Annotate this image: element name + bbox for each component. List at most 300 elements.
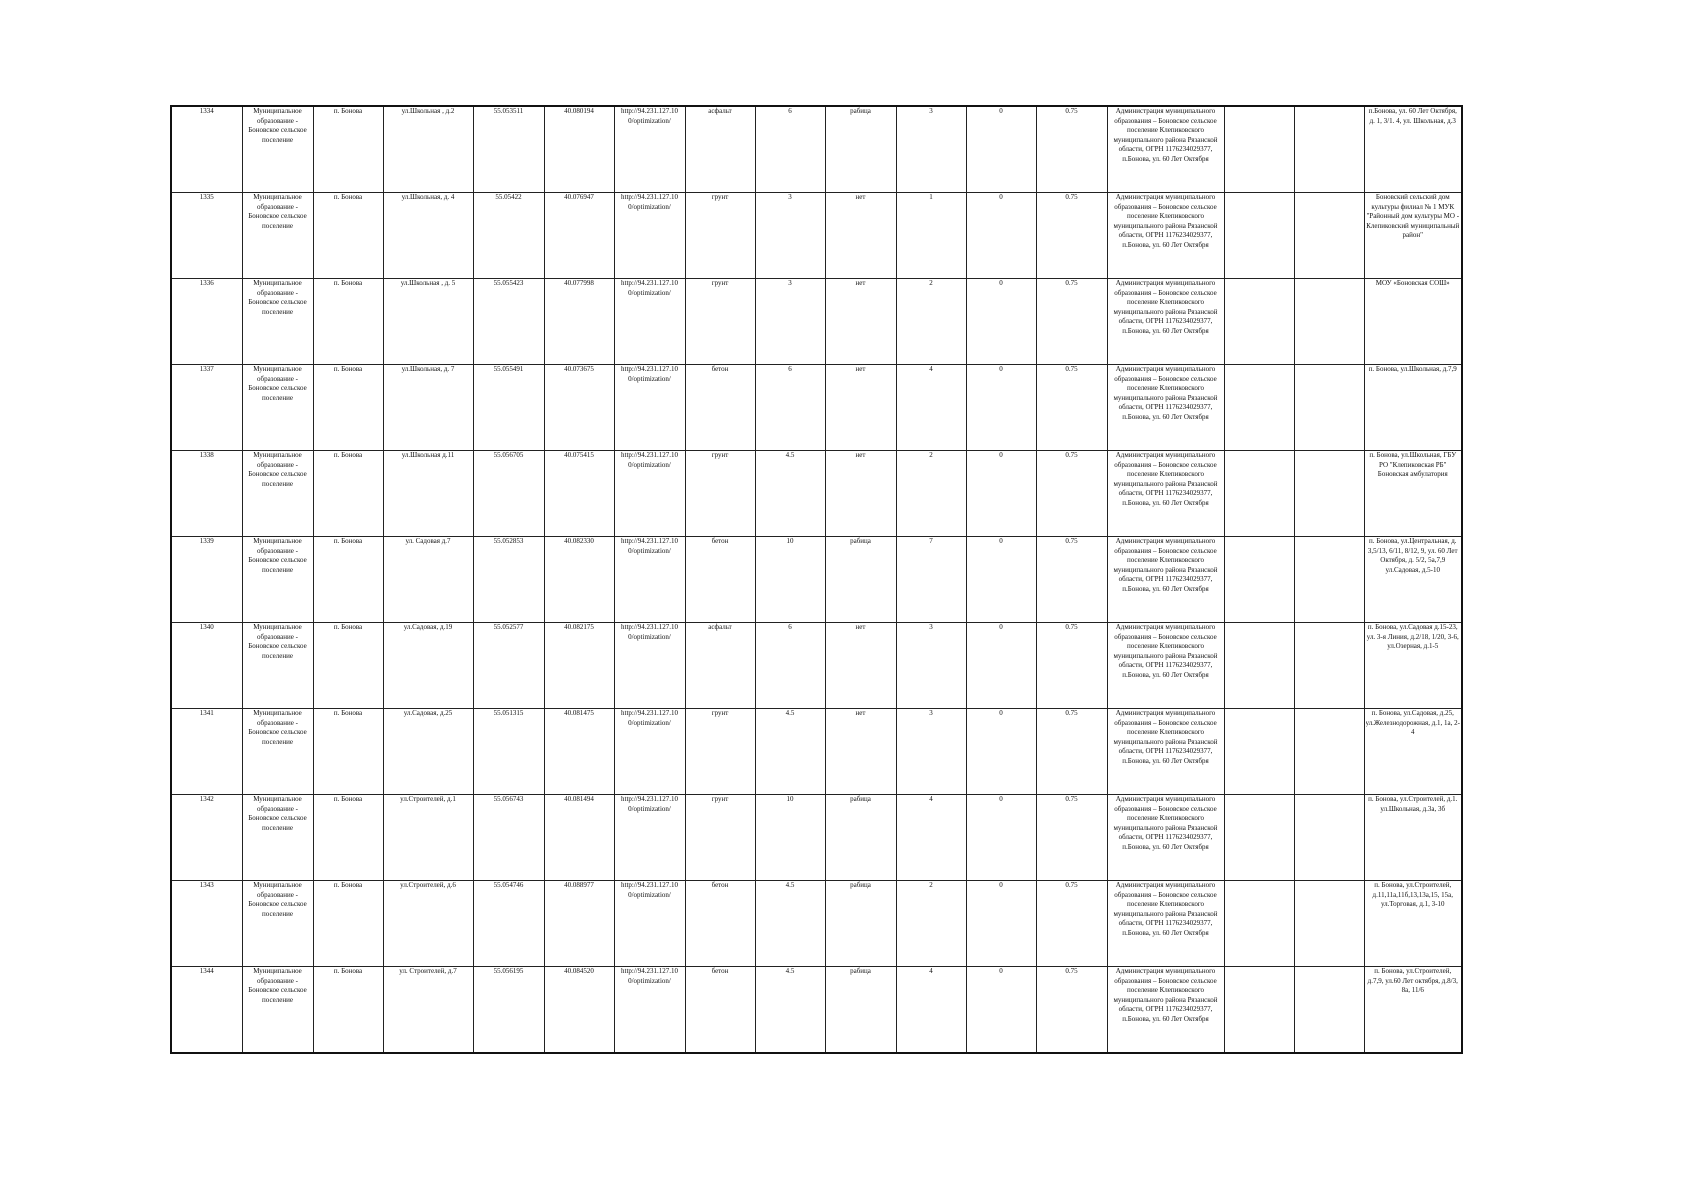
table-cell-surface-type — [685, 451, 755, 537]
table-cell-empty-cell — [1294, 881, 1364, 967]
table-cell-bunker-count — [966, 881, 1036, 967]
waste-sources-text: Боновский сельский дом культуры филиал № 1 МУК "Районный дом культуры МО - Клепиковский муниципальный район" — [1366, 193, 1460, 240]
container-volume-text: 0.75 — [1065, 107, 1078, 115]
table-cell-longitude — [544, 709, 614, 795]
table-cell-container-count — [896, 795, 966, 881]
latitude-text: 55.054746 — [493, 881, 524, 889]
container-volume-text: 0.75 — [1065, 537, 1078, 545]
table-cell-empty-cell — [1224, 795, 1294, 881]
table-cell-longitude — [544, 106, 614, 193]
table-cell-bunker-count — [966, 106, 1036, 193]
municipality-text: Муниципальное образование - Боновское сельское поселение — [248, 451, 307, 488]
table-cell-street-address — [383, 537, 473, 623]
table-cell-fence-type — [825, 967, 896, 1054]
table-row — [171, 795, 1462, 881]
table-cell-empty-cell — [1224, 365, 1294, 451]
table-cell-row-number — [171, 709, 242, 795]
municipality-text: Муниципальное образование - Боновское сельское поселение — [248, 107, 307, 144]
table-cell-latitude — [473, 106, 544, 193]
table-cell-surface-type — [685, 881, 755, 967]
owner-info-text: Администрация муниципального образования – Боновское сельское поселение Клепиковского муниципального района Рязанской области, ОГРН 1176234029377, п.Бонова, ул. 60 Лет Октября — [1113, 881, 1218, 937]
table-cell-locality — [313, 795, 383, 881]
site-area-text: 6 — [788, 365, 792, 373]
row-number-text: 1342 — [199, 795, 214, 803]
table-cell-container-volume — [1036, 365, 1107, 451]
owner-info-text: Администрация муниципального образования – Боновское сельское поселение Клепиковского муниципального района Рязанской области, ОГРН 1176234029377, п.Бонова, ул. 60 Лет Октября — [1113, 107, 1218, 163]
bunker-count-text: 0 — [999, 107, 1003, 115]
surface-type-text: асфальт — [708, 107, 732, 115]
table-cell-surface-type — [685, 279, 755, 365]
table-cell-fence-type — [825, 451, 896, 537]
table-cell-empty-cell — [1224, 193, 1294, 279]
table-cell-fence-type — [825, 881, 896, 967]
table-cell-longitude — [544, 623, 614, 709]
table-cell-bunker-count — [966, 623, 1036, 709]
table-cell-waste-sources — [1364, 795, 1462, 881]
table-cell-empty-cell — [1224, 709, 1294, 795]
fence-type-text: нет — [855, 623, 866, 631]
table-cell-bunker-count — [966, 365, 1036, 451]
site-area-text: 3 — [788, 193, 792, 201]
table-cell-fence-type — [825, 365, 896, 451]
table-cell-site-area — [755, 709, 825, 795]
container-count-text: 3 — [929, 709, 933, 717]
table-cell-container-volume — [1036, 795, 1107, 881]
table-cell-waste-sources — [1364, 279, 1462, 365]
table-cell-container-volume — [1036, 193, 1107, 279]
map-link-text[interactable]: http://94.231.127.10 0/optimization/ — [621, 795, 678, 813]
table-cell-waste-sources — [1364, 365, 1462, 451]
row-number-text: 1344 — [199, 967, 214, 975]
table-row — [171, 623, 1462, 709]
container-volume-text: 0.75 — [1065, 967, 1078, 975]
fence-type-text: нет — [855, 365, 866, 373]
map-link-text[interactable]: http://94.231.127.10 0/optimization/ — [621, 365, 678, 383]
table-cell-container-count — [896, 709, 966, 795]
bunker-count-text: 0 — [999, 709, 1003, 717]
municipality-text: Муниципальное образование - Боновское сельское поселение — [248, 537, 307, 574]
bunker-count-text: 0 — [999, 537, 1003, 545]
surface-type-text: грунт — [711, 451, 729, 459]
municipality-text: Муниципальное образование - Боновское сельское поселение — [248, 795, 307, 832]
row-number-text: 1338 — [199, 451, 214, 459]
latitude-text: 55.055423 — [493, 279, 524, 287]
table-cell-fence-type — [825, 795, 896, 881]
map-link-text[interactable]: http://94.231.127.10 0/optimization/ — [621, 623, 678, 641]
table-cell-longitude — [544, 451, 614, 537]
table-cell-container-count — [896, 881, 966, 967]
table-cell-owner-info — [1107, 881, 1224, 967]
container-volume-text: 0.75 — [1065, 365, 1078, 373]
table-cell-owner-info — [1107, 537, 1224, 623]
container-count-text: 7 — [929, 537, 933, 545]
owner-info-text: Администрация муниципального образования – Боновское сельское поселение Клепиковского муниципального района Рязанской области, ОГРН 1176234029377, п.Бонова, ул. 60 Лет Октября — [1113, 967, 1218, 1023]
table-cell-map-link — [614, 106, 685, 193]
site-area-text: 10 — [786, 537, 794, 545]
table-cell-locality — [313, 106, 383, 193]
table-cell-empty-cell — [1294, 967, 1364, 1054]
owner-info-text: Администрация муниципального образования – Боновское сельское поселение Клепиковского муниципального района Рязанской области, ОГРН 1176234029377, п.Бонова, ул. 60 Лет Октября — [1113, 279, 1218, 335]
table-cell-map-link — [614, 451, 685, 537]
table-cell-latitude — [473, 967, 544, 1054]
municipality-text: Муниципальное образование - Боновское сельское поселение — [248, 365, 307, 402]
table-cell-surface-type — [685, 365, 755, 451]
table-row — [171, 709, 1462, 795]
waste-sources-text: п. Бонова, ул.Строителей, д.1. ул.Школьная, д.3а, 3б — [1368, 795, 1458, 813]
map-link-text[interactable]: http://94.231.127.10 0/optimization/ — [621, 279, 678, 297]
latitude-text: 55.053511 — [493, 107, 524, 115]
table-cell-municipality — [242, 365, 313, 451]
table-cell-map-link — [614, 365, 685, 451]
table-cell-surface-type — [685, 795, 755, 881]
waste-sources-text: п. Бонова, ул.Строителей, д.11,11а,11б,13,13а,15, 15а, ул.Торговая, д.1, 3-10 — [1372, 881, 1453, 909]
table-cell-waste-sources — [1364, 537, 1462, 623]
registry-table — [170, 105, 1463, 1054]
site-area-text: 4.5 — [785, 967, 795, 975]
table-cell-latitude — [473, 537, 544, 623]
locality-text: п. Бонова — [333, 365, 363, 373]
table-cell-empty-cell — [1294, 193, 1364, 279]
row-number-text: 1343 — [199, 881, 214, 889]
table-cell-empty-cell — [1224, 537, 1294, 623]
longitude-text: 40.080194 — [564, 107, 594, 115]
table-cell-locality — [313, 623, 383, 709]
table-cell-empty-cell — [1224, 279, 1294, 365]
table-cell-street-address — [383, 623, 473, 709]
map-link-text[interactable]: http://94.231.127.10 0/optimization/ — [621, 709, 678, 727]
owner-info-text: Администрация муниципального образования – Боновское сельское поселение Клепиковского муниципального района Рязанской области, ОГРН 1176234029377, п.Бонова, ул. 60 Лет Октября — [1113, 193, 1218, 249]
container-count-text: 4 — [929, 967, 933, 975]
fence-type-text: рабица — [850, 795, 871, 803]
locality-text: п. Бонова — [333, 881, 363, 889]
table-cell-empty-cell — [1224, 881, 1294, 967]
table-cell-empty-cell — [1224, 623, 1294, 709]
street-address-text: ул.Школьная д.11 — [401, 451, 455, 459]
table-cell-map-link — [614, 623, 685, 709]
locality-text: п. Бонова — [333, 709, 363, 717]
owner-info-text: Администрация муниципального образования – Боновское сельское поселение Клепиковского муниципального района Рязанской области, ОГРН 1176234029377, п.Бонова, ул. 60 Лет Октября — [1113, 365, 1218, 421]
locality-text: п. Бонова — [333, 795, 363, 803]
table-cell-fence-type — [825, 193, 896, 279]
longitude-text: 40.073675 — [564, 365, 594, 373]
table-cell-longitude — [544, 881, 614, 967]
table-cell-latitude — [473, 709, 544, 795]
container-count-text: 2 — [929, 279, 933, 287]
table-cell-waste-sources — [1364, 106, 1462, 193]
table-cell-longitude — [544, 537, 614, 623]
container-volume-text: 0.75 — [1065, 881, 1078, 889]
table-cell-municipality — [242, 279, 313, 365]
row-number-text: 1337 — [199, 365, 214, 373]
table-cell-site-area — [755, 967, 825, 1054]
table-row — [171, 279, 1462, 365]
table-cell-fence-type — [825, 279, 896, 365]
bunker-count-text: 0 — [999, 365, 1003, 373]
row-number-text: 1335 — [199, 193, 214, 201]
table-cell-bunker-count — [966, 193, 1036, 279]
latitude-text: 55.052853 — [493, 537, 524, 545]
container-volume-text: 0.75 — [1065, 451, 1078, 459]
container-count-text: 4 — [929, 795, 933, 803]
longitude-text: 40.077998 — [564, 279, 594, 287]
row-number-text: 1340 — [199, 623, 214, 631]
fence-type-text: рабица — [850, 107, 871, 115]
container-count-text: 1 — [929, 193, 933, 201]
table-cell-map-link — [614, 967, 685, 1054]
latitude-text: 55.056743 — [493, 795, 524, 803]
bunker-count-text: 0 — [999, 451, 1003, 459]
table-cell-fence-type — [825, 106, 896, 193]
table-row — [171, 365, 1462, 451]
street-address-text: ул. Садовая д.7 — [405, 537, 451, 545]
table-cell-street-address — [383, 881, 473, 967]
map-link-text[interactable]: http://94.231.127.10 0/optimization/ — [621, 193, 678, 211]
table-cell-locality — [313, 709, 383, 795]
table-cell-row-number — [171, 451, 242, 537]
container-volume-text: 0.75 — [1065, 279, 1078, 287]
container-volume-text: 0.75 — [1065, 709, 1078, 717]
table-cell-site-area — [755, 795, 825, 881]
table-cell-owner-info — [1107, 451, 1224, 537]
container-count-text: 2 — [929, 881, 933, 889]
table-cell-municipality — [242, 967, 313, 1054]
municipality-text: Муниципальное образование - Боновское сельское поселение — [248, 881, 307, 918]
table-cell-surface-type — [685, 193, 755, 279]
table-cell-row-number — [171, 365, 242, 451]
longitude-text: 40.075415 — [564, 451, 594, 459]
bunker-count-text: 0 — [999, 967, 1003, 975]
container-volume-text: 0.75 — [1065, 193, 1078, 201]
table-cell-bunker-count — [966, 537, 1036, 623]
table-cell-row-number — [171, 795, 242, 881]
locality-text: п. Бонова — [333, 193, 363, 201]
longitude-text: 40.088977 — [564, 881, 594, 889]
latitude-text: 55.052577 — [493, 623, 524, 631]
table-cell-fence-type — [825, 709, 896, 795]
table-cell-surface-type — [685, 537, 755, 623]
surface-type-text: грунт — [711, 709, 729, 717]
table-cell-surface-type — [685, 967, 755, 1054]
municipality-text: Муниципальное образование - Боновское сельское поселение — [248, 967, 307, 1004]
table-cell-container-count — [896, 365, 966, 451]
latitude-text: 55.05422 — [495, 193, 522, 201]
row-number-text: 1339 — [199, 537, 214, 545]
surface-type-text: бетон — [711, 967, 729, 975]
waste-sources-text: МОУ «Боновская СОШ» — [1375, 279, 1450, 287]
table-cell-municipality — [242, 193, 313, 279]
table-row — [171, 451, 1462, 537]
table-cell-site-area — [755, 365, 825, 451]
table-cell-empty-cell — [1294, 279, 1364, 365]
latitude-text: 55.051315 — [493, 709, 524, 717]
table-cell-municipality — [242, 623, 313, 709]
map-link-text[interactable]: http://94.231.127.10 0/optimization/ — [621, 881, 678, 899]
street-address-text: ул.Строителей, д.1 — [400, 795, 456, 803]
table-cell-waste-sources — [1364, 451, 1462, 537]
table-cell-fence-type — [825, 537, 896, 623]
table-cell-locality — [313, 451, 383, 537]
site-area-text: 10 — [786, 795, 794, 803]
table-cell-latitude — [473, 279, 544, 365]
container-count-text: 3 — [929, 623, 933, 631]
map-link-text[interactable]: http://94.231.127.10 0/optimization/ — [621, 451, 678, 469]
table-cell-container-volume — [1036, 106, 1107, 193]
table-cell-waste-sources — [1364, 709, 1462, 795]
bunker-count-text: 0 — [999, 795, 1003, 803]
table-cell-municipality — [242, 709, 313, 795]
table-cell-container-count — [896, 967, 966, 1054]
table-cell-owner-info — [1107, 106, 1224, 193]
owner-info-text: Администрация муниципального образования – Боновское сельское поселение Клепиковского муниципального района Рязанской области, ОГРН 1176234029377, п.Бонова, ул. 60 Лет Октября — [1113, 451, 1218, 507]
municipality-text: Муниципальное образование - Боновское сельское поселение — [248, 193, 307, 230]
locality-text: п. Бонова — [333, 107, 363, 115]
municipality-text: Муниципальное образование - Боновское сельское поселение — [248, 709, 307, 746]
table-cell-owner-info — [1107, 967, 1224, 1054]
table-cell-street-address — [383, 709, 473, 795]
row-number-text: 1341 — [199, 709, 214, 717]
table-cell-map-link — [614, 795, 685, 881]
container-count-text: 3 — [929, 107, 933, 115]
fence-type-text: нет — [855, 709, 866, 717]
table-cell-site-area — [755, 537, 825, 623]
container-volume-text: 0.75 — [1065, 795, 1078, 803]
row-number-text: 1336 — [199, 279, 214, 287]
waste-sources-text: п. Бонова, ул.Центральная, д. 3,5/13, 6/11, 8/12, 9, ул. 60 Лет Октября, д. 5/2, 5а,7,9 ул.Садовая, д.5-10 — [1367, 537, 1458, 574]
site-area-text: 4.5 — [785, 881, 795, 889]
longitude-text: 40.081475 — [564, 709, 594, 717]
bunker-count-text: 0 — [999, 193, 1003, 201]
table-cell-waste-sources — [1364, 623, 1462, 709]
table-cell-street-address — [383, 795, 473, 881]
table-cell-empty-cell — [1294, 106, 1364, 193]
owner-info-text: Администрация муниципального образования – Боновское сельское поселение Клепиковского муниципального района Рязанской области, ОГРН 1176234029377, п.Бонова, ул. 60 Лет Октября — [1113, 795, 1218, 851]
table-row — [171, 881, 1462, 967]
longitude-text: 40.082175 — [564, 623, 594, 631]
table-cell-longitude — [544, 279, 614, 365]
fence-type-text: рабица — [850, 881, 871, 889]
bunker-count-text: 0 — [999, 623, 1003, 631]
table-cell-row-number — [171, 623, 242, 709]
longitude-text: 40.076947 — [564, 193, 594, 201]
site-area-text: 3 — [788, 279, 792, 287]
street-address-text: ул.Строителей, д.6 — [400, 881, 456, 889]
table-cell-row-number — [171, 537, 242, 623]
locality-text: п. Бонова — [333, 451, 363, 459]
waste-sources-text: п. Бонова, ул.Садовая, д.25, ул.Железнодорожная, д.1, 1а, 2-4 — [1365, 709, 1460, 737]
table-cell-empty-cell — [1294, 623, 1364, 709]
table-cell-row-number — [171, 193, 242, 279]
map-link-text[interactable]: http://94.231.127.10 0/optimization/ — [621, 537, 678, 555]
table-cell-waste-sources — [1364, 881, 1462, 967]
street-address-text: ул.Школьная, д. 7 — [401, 365, 455, 373]
surface-type-text: грунт — [711, 795, 729, 803]
municipality-text: Муниципальное образование - Боновское сельское поселение — [248, 623, 307, 660]
table-cell-container-count — [896, 193, 966, 279]
locality-text: п. Бонова — [333, 967, 363, 975]
table-row — [171, 106, 1462, 193]
fence-type-text: рабица — [850, 967, 871, 975]
surface-type-text: бетон — [711, 537, 729, 545]
map-link-text[interactable]: http://94.231.127.10 0/optimization/ — [621, 107, 678, 125]
table-cell-empty-cell — [1294, 537, 1364, 623]
table-cell-empty-cell — [1224, 451, 1294, 537]
bunker-count-text: 0 — [999, 279, 1003, 287]
latitude-text: 55.056195 — [493, 967, 524, 975]
street-address-text: ул.Школьная , д.2 — [401, 107, 455, 115]
owner-info-text: Администрация муниципального образования – Боновское сельское поселение Клепиковского муниципального района Рязанской области, ОГРН 1176234029377, п.Бонова, ул. 60 Лет Октября — [1113, 709, 1218, 765]
table-cell-container-volume — [1036, 967, 1107, 1054]
table-cell-container-volume — [1036, 451, 1107, 537]
container-volume-text: 0.75 — [1065, 623, 1078, 631]
table-cell-locality — [313, 967, 383, 1054]
table-cell-locality — [313, 279, 383, 365]
table-cell-container-volume — [1036, 709, 1107, 795]
table-cell-container-count — [896, 451, 966, 537]
table-cell-site-area — [755, 623, 825, 709]
site-area-text: 6 — [788, 623, 792, 631]
longitude-text: 40.084520 — [564, 967, 594, 975]
table-cell-street-address — [383, 967, 473, 1054]
waste-sources-text: п. Бонова, ул.Школьная, д.7,9 — [1368, 365, 1457, 373]
table-cell-fence-type — [825, 623, 896, 709]
table-cell-empty-cell — [1294, 795, 1364, 881]
surface-type-text: грунт — [711, 279, 729, 287]
bunker-count-text: 0 — [999, 881, 1003, 889]
table-cell-site-area — [755, 451, 825, 537]
row-number-text: 1334 — [199, 107, 214, 115]
table-cell-bunker-count — [966, 795, 1036, 881]
table-cell-container-volume — [1036, 537, 1107, 623]
table-cell-site-area — [755, 193, 825, 279]
surface-type-text: бетон — [711, 365, 729, 373]
table-cell-latitude — [473, 193, 544, 279]
table-cell-site-area — [755, 279, 825, 365]
table-cell-longitude — [544, 365, 614, 451]
table-cell-locality — [313, 365, 383, 451]
table-cell-bunker-count — [966, 451, 1036, 537]
table-cell-waste-sources — [1364, 193, 1462, 279]
table-cell-longitude — [544, 795, 614, 881]
table-cell-container-count — [896, 623, 966, 709]
locality-text: п. Бонова — [333, 537, 363, 545]
waste-sources-text: п. Бонова, ул.Садовая д.15-23, ул. 3-я Линия, д.2/18, 1/20, 3-6, ул.Озерная, д.1-5 — [1366, 623, 1459, 651]
table-cell-owner-info — [1107, 795, 1224, 881]
table-cell-container-volume — [1036, 881, 1107, 967]
street-address-text: ул.Школьная , д. 5 — [400, 279, 456, 287]
table-cell-municipality — [242, 881, 313, 967]
waste-sources-text: п. Бонова, ул.Строителей, д.7,9, ул.60 Лет октября, д.8/3, 8а, 11/6 — [1367, 967, 1458, 995]
surface-type-text: асфальт — [708, 623, 732, 631]
locality-text: п. Бонова — [333, 279, 363, 287]
owner-info-text: Администрация муниципального образования – Боновское сельское поселение Клепиковского муниципального района Рязанской области, ОГРН 1176234029377, п.Бонова, ул. 60 Лет Октября — [1113, 537, 1218, 593]
table-cell-street-address — [383, 279, 473, 365]
table-cell-map-link — [614, 537, 685, 623]
table-cell-row-number — [171, 106, 242, 193]
fence-type-text: рабица — [850, 537, 871, 545]
table-cell-street-address — [383, 106, 473, 193]
table-cell-container-count — [896, 279, 966, 365]
table-cell-municipality — [242, 106, 313, 193]
longitude-text: 40.081494 — [564, 795, 594, 803]
table-cell-row-number — [171, 279, 242, 365]
table-cell-waste-sources — [1364, 967, 1462, 1054]
municipality-text: Муниципальное образование - Боновское сельское поселение — [248, 279, 307, 316]
table-cell-empty-cell — [1294, 709, 1364, 795]
table-cell-surface-type — [685, 623, 755, 709]
map-link-text[interactable]: http://94.231.127.10 0/optimization/ — [621, 967, 678, 985]
site-area-text: 4.5 — [785, 709, 795, 717]
table-cell-empty-cell — [1224, 967, 1294, 1054]
